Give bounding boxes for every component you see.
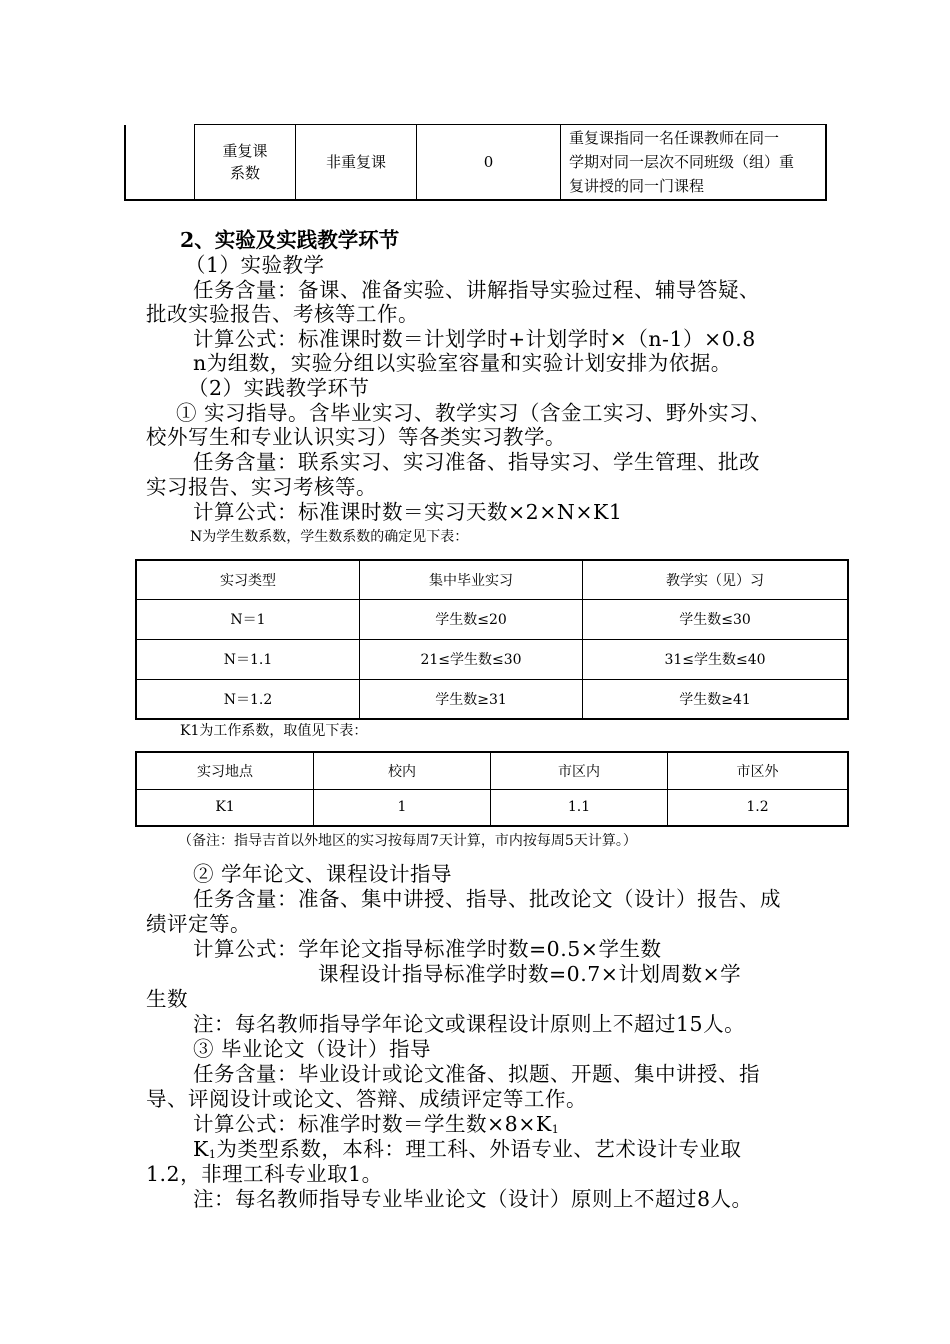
table-header: 校内 xyxy=(314,752,491,789)
subsection-title: （1）实验教学 xyxy=(185,253,325,277)
formula: 计算公式：标准学时数＝学生数$\times 8\times K_1$ xyxy=(193,1112,560,1136)
formula: 计算公式：标准课时数＝实习天数×2×N×K1 xyxy=(193,500,623,524)
table-header: 市区外 xyxy=(668,752,849,789)
table-cell-value: 0 xyxy=(417,125,561,200)
table-row: K1 1 1.1 1.2 xyxy=(136,789,848,826)
formula: 课程设计指导标准学时数=0.7×计划周数×学 xyxy=(318,962,742,986)
formula: 生数 xyxy=(146,987,188,1011)
table-header: 实习地点 xyxy=(136,752,314,789)
note: K1为工作系数，取值见下表： xyxy=(180,723,368,739)
paragraph: $K_1$为类型系数，本科：理工科、外语专业、艺术设计专业取 xyxy=(193,1137,742,1161)
table-cell-non-repeat: 非重复课 xyxy=(296,125,417,200)
paragraph: 任务含量：准备、集中讲授、指导、批改论文（设计）报告、成 xyxy=(193,887,781,911)
formula: 计算公式：标准课时数＝计划学时+计划学时×（n-1）×0.8 xyxy=(193,327,756,351)
paragraph: 任务含量：毕业设计或论文准备、拟题、开题、集中讲授、指 xyxy=(193,1062,760,1086)
table-header: 教学实（见）习 xyxy=(583,560,849,599)
table-cell-description: 重复课指同一名任课教师在同一 学期对同一层次不同班级（组）重 复讲授的同一门课程 xyxy=(561,125,827,200)
work-coefficient-table xyxy=(135,751,849,827)
table-header: 市区内 xyxy=(491,752,668,789)
formula: 计算公式：学年论文指导标准学时数=0.5×学生数 xyxy=(193,937,662,961)
subsection-title: （2）实践教学环节 xyxy=(188,376,370,400)
paragraph: 任务含量：联系实习、实习准备、指导实习、学生管理、批改 xyxy=(193,450,760,474)
subsection-title: ③ 毕业论文（设计）指导 xyxy=(193,1037,432,1061)
table-header: 实习类型 xyxy=(136,560,360,599)
paragraph: 批改实验报告、考核等工作。 xyxy=(146,302,419,326)
note: 注：每名教师指导专业毕业论文（设计）原则上不超过8人。 xyxy=(193,1187,753,1211)
paragraph: 实习报告、实习考核等。 xyxy=(146,475,377,499)
paragraph: 导、评阅设计或论文、答辩、成绩评定等工作。 xyxy=(146,1087,587,1111)
paragraph: 任务含量：备课、准备实验、讲解指导实验过程、辅导答疑、 xyxy=(193,278,760,302)
student-coefficient-table xyxy=(135,559,849,720)
section-heading: 2、实验及实践教学环节 xyxy=(180,228,400,252)
subsection-title: ② 学年论文、课程设计指导 xyxy=(193,862,453,886)
note: 注：每名教师指导学年论文或课程设计原则上不超过15人。 xyxy=(193,1012,746,1036)
table-row: N＝1 学生数≤20 学生数≤30 xyxy=(136,599,848,639)
table-header: 集中毕业实习 xyxy=(360,560,583,599)
table-cell-repeat-coefficient: 重复课 系数 xyxy=(195,125,296,200)
table-row: N＝1.2 学生数≥31 学生数≥41 xyxy=(136,679,848,719)
paragraph: n为组数，实验分组以实验室容量和实验计划安排为依据。 xyxy=(193,351,732,375)
table-cell-empty xyxy=(125,125,195,200)
paragraph: 绩评定等。 xyxy=(146,912,251,936)
paragraph: ① 实习指导。含毕业实习、教学实习（含金工实习、野外实习、 xyxy=(176,401,772,425)
table-row: N＝1.1 21≤学生数≤30 31≤学生数≤40 xyxy=(136,639,848,679)
paragraph: 1.2，非理工科专业取1。 xyxy=(146,1162,383,1186)
paragraph: 校外写生和专业认识实习）等各类实习教学。 xyxy=(146,425,566,449)
note: N为学生数系数，学生数系数的确定见下表： xyxy=(190,529,469,545)
remark: （备注：指导吉首以外地区的实习按每周7天计算，市内按每周5天计算。） xyxy=(178,833,637,849)
coefficient-table-fragment xyxy=(124,124,827,201)
